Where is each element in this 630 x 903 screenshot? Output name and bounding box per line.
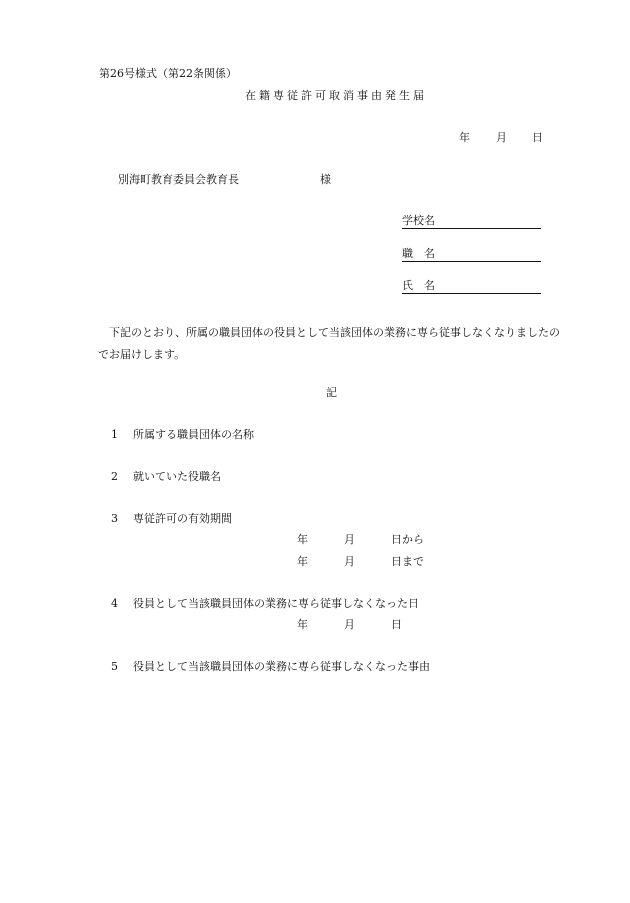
school-name-field[interactable] [402, 215, 541, 229]
item-label: 役員として当該職員団体の業務に専ら従事しなくなった日 [133, 597, 419, 610]
item-number: 3 [111, 512, 118, 525]
form-title: 在籍専従許可取消事由発生届 [245, 89, 427, 102]
period-from-day: 日から [391, 533, 424, 546]
name-label: 氏 名 [402, 279, 435, 292]
name-field[interactable] [402, 280, 541, 294]
item4-year: 年 [297, 618, 308, 631]
date-month-label: 月 [496, 131, 507, 144]
item-label: 役員として当該職員団体の業務に専ら従事しなくなった事由 [133, 660, 430, 673]
period-from-month: 月 [344, 533, 355, 546]
period-from-year: 年 [297, 533, 308, 546]
item4-day: 日 [391, 618, 402, 631]
period-to-month: 月 [344, 555, 355, 568]
item-label: 就いていた役職名 [133, 470, 221, 483]
body-text: 下記のとおり、所属の職員団体の役員として当該団体の業務に専ら従事しなくなりましたのでお届けします。 [98, 326, 560, 361]
period-to-day: 日まで [391, 555, 424, 568]
position-label: 職 名 [402, 247, 435, 260]
addressee-honorific: 様 [320, 173, 331, 186]
addressee-name: 別海町教育委員会教育長 [118, 173, 239, 186]
item-label: 所属する職員団体の名称 [133, 428, 254, 441]
item-number: 5 [111, 660, 118, 673]
date-day-label: 日 [532, 131, 543, 144]
item-label: 専従許可の有効期間 [133, 512, 232, 525]
position-field[interactable] [402, 248, 541, 262]
date-year-label: 年 [459, 131, 470, 144]
item-number: 4 [111, 597, 118, 610]
form-number: 第26号様式（第22条関係） [99, 67, 237, 80]
item4-month: 月 [344, 618, 355, 631]
item-number: 2 [111, 470, 118, 483]
ki-heading: 記 [326, 386, 337, 399]
item-number: 1 [111, 428, 118, 441]
period-to-year: 年 [297, 555, 308, 568]
school-name-label: 学校名 [402, 214, 435, 227]
